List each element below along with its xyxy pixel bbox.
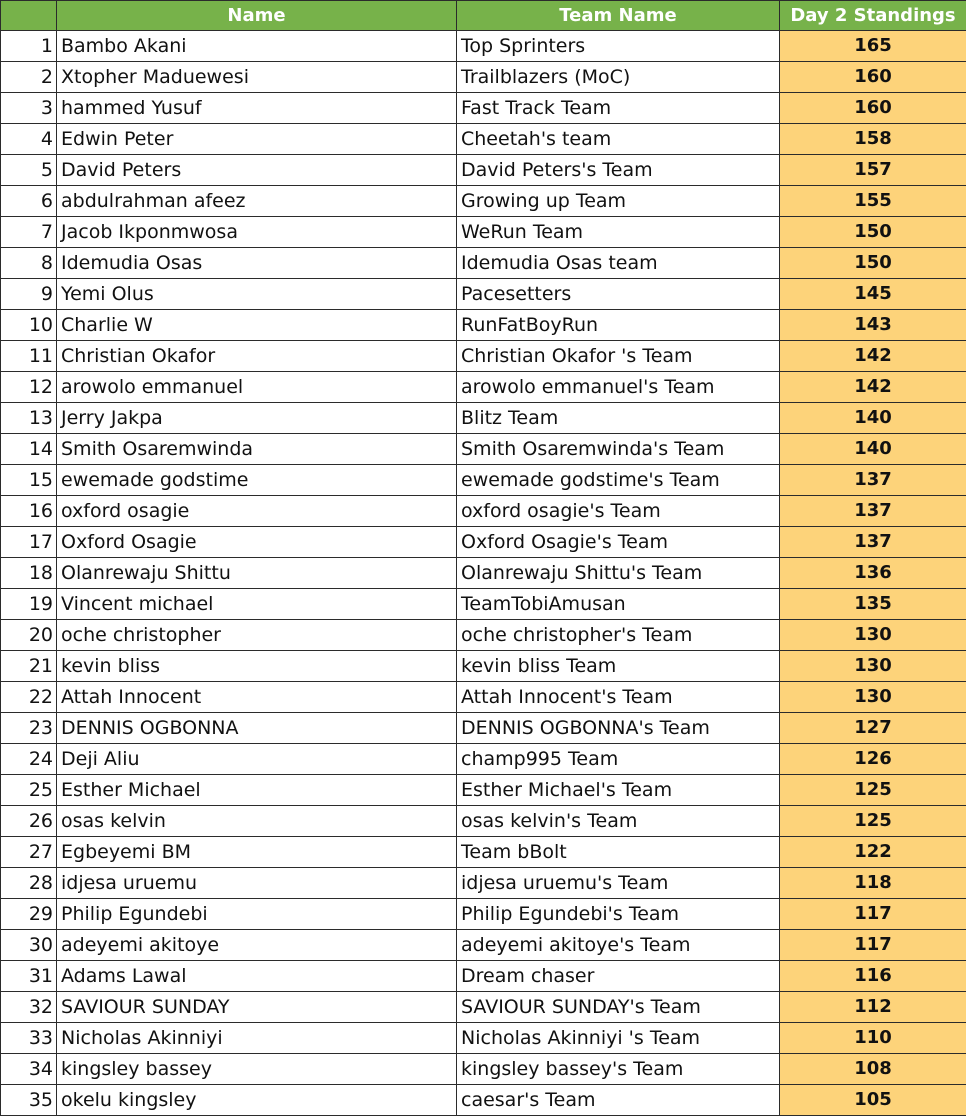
row-index-cell[interactable]: 13 (1, 403, 57, 434)
row-index-cell[interactable]: 26 (1, 806, 57, 837)
row-index-cell[interactable]: 25 (1, 775, 57, 806)
team-name-cell[interactable]: Cheetah's team (457, 124, 780, 155)
table-row (1, 248, 966, 279)
participant-name-cell[interactable]: Philip Egundebi (57, 899, 457, 930)
participant-name-cell[interactable]: Jerry Jakpa (57, 403, 457, 434)
participant-name-cell[interactable]: Olanrewaju Shittu (57, 558, 457, 589)
participant-name-cell[interactable]: osas kelvin (57, 806, 457, 837)
table-row (1, 403, 966, 434)
standing-score-cell[interactable]: 150 (780, 217, 966, 248)
table-row (1, 682, 966, 713)
standing-score-cell[interactable]: 108 (780, 1054, 966, 1085)
table-row (1, 868, 966, 899)
participant-name-cell[interactable]: Idemudia Osas (57, 248, 457, 279)
standing-score-cell[interactable]: 160 (780, 62, 966, 93)
standing-score-cell[interactable]: 130 (780, 620, 966, 651)
standing-score-cell[interactable]: 135 (780, 589, 966, 620)
table-row (1, 775, 966, 806)
participant-name-cell[interactable]: kevin bliss (57, 651, 457, 682)
team-name-cell[interactable]: osas kelvin's Team (457, 806, 780, 837)
participant-name-cell[interactable]: Vincent michael (57, 589, 457, 620)
row-index-cell[interactable]: 32 (1, 992, 57, 1023)
participant-name-cell[interactable]: kingsley bassey (57, 1054, 457, 1085)
table-row (1, 217, 966, 248)
team-name-cell[interactable]: Team bBolt (457, 837, 780, 868)
team-name-cell[interactable]: Nicholas Akinniyi 's Team (457, 1023, 780, 1054)
participant-name-cell[interactable]: abdulrahman afeez (57, 186, 457, 217)
row-index-cell[interactable]: 20 (1, 620, 57, 651)
team-column-header[interactable]: Team Name (457, 1, 780, 31)
standing-score-cell[interactable]: 110 (780, 1023, 966, 1054)
row-index-cell[interactable]: 2 (1, 62, 57, 93)
row-index-cell[interactable]: 16 (1, 496, 57, 527)
row-index-cell[interactable]: 24 (1, 744, 57, 775)
row-index-cell[interactable]: 33 (1, 1023, 57, 1054)
team-name-cell[interactable]: Growing up Team (457, 186, 780, 217)
participant-name-cell[interactable]: adeyemi akitoye (57, 930, 457, 961)
team-name-cell[interactable]: Idemudia Osas team (457, 248, 780, 279)
table-row (1, 372, 966, 403)
team-name-cell[interactable]: Oxford Osagie's Team (457, 527, 780, 558)
table-row (1, 806, 966, 837)
team-name-cell[interactable]: SAVIOUR SUNDAY's Team (457, 992, 780, 1023)
team-name-cell[interactable]: Esther Michael's Team (457, 775, 780, 806)
row-index-cell[interactable]: 18 (1, 558, 57, 589)
table-row (1, 465, 966, 496)
table-row (1, 899, 966, 930)
table-row (1, 930, 966, 961)
standing-score-cell[interactable]: 105 (780, 1085, 966, 1116)
participant-name-cell[interactable]: Xtopher Maduewesi (57, 62, 457, 93)
standing-score-cell[interactable]: 118 (780, 868, 966, 899)
team-name-cell[interactable]: Dream chaser (457, 961, 780, 992)
row-index-cell[interactable]: 5 (1, 155, 57, 186)
row-index-cell[interactable]: 1 (1, 31, 57, 62)
team-name-cell[interactable]: kingsley bassey's Team (457, 1054, 780, 1085)
participant-name-cell[interactable]: Deji Aliu (57, 744, 457, 775)
table-row (1, 124, 966, 155)
table-row (1, 527, 966, 558)
participant-name-cell[interactable]: Adams Lawal (57, 961, 457, 992)
team-name-cell[interactable]: Top Sprinters (457, 31, 780, 62)
standing-score-cell[interactable]: 117 (780, 930, 966, 961)
team-name-cell[interactable]: David Peters's Team (457, 155, 780, 186)
row-index-cell[interactable]: 3 (1, 93, 57, 124)
header-row (1, 1, 966, 31)
row-index-cell[interactable]: 10 (1, 310, 57, 341)
participant-name-cell[interactable]: Charlie W (57, 310, 457, 341)
table-row (1, 620, 966, 651)
team-name-cell[interactable]: DENNIS OGBONNA's Team (457, 713, 780, 744)
participant-name-cell[interactable]: Egbeyemi BM (57, 837, 457, 868)
row-index-cell[interactable]: 31 (1, 961, 57, 992)
table-body (1, 31, 966, 1116)
table-row (1, 31, 966, 62)
participant-name-cell[interactable]: ewemade godstime (57, 465, 457, 496)
table-row (1, 961, 966, 992)
participant-name-cell[interactable]: Nicholas Akinniyi (57, 1023, 457, 1054)
table-row (1, 558, 966, 589)
table-header (1, 1, 966, 31)
team-name-cell[interactable]: TeamTobiAmusan (457, 589, 780, 620)
standing-score-cell[interactable]: 150 (780, 248, 966, 279)
standing-score-cell[interactable]: 125 (780, 806, 966, 837)
row-index-cell[interactable]: 7 (1, 217, 57, 248)
standing-score-cell[interactable]: 130 (780, 651, 966, 682)
participant-name-cell[interactable]: Christian Okafor (57, 341, 457, 372)
team-name-cell[interactable]: arowolo emmanuel's Team (457, 372, 780, 403)
participant-name-cell[interactable]: Attah Innocent (57, 682, 457, 713)
row-index-cell[interactable]: 21 (1, 651, 57, 682)
standing-score-cell[interactable]: 112 (780, 992, 966, 1023)
table-row (1, 310, 966, 341)
standing-score-cell[interactable]: 142 (780, 341, 966, 372)
table-row (1, 155, 966, 186)
standing-score-cell[interactable]: 137 (780, 496, 966, 527)
team-name-cell[interactable]: caesar's Team (457, 1085, 780, 1116)
table-row (1, 1054, 966, 1085)
standing-score-cell[interactable]: 143 (780, 310, 966, 341)
row-index-cell[interactable]: 11 (1, 341, 57, 372)
row-index-cell[interactable]: 34 (1, 1054, 57, 1085)
team-name-cell[interactable]: Trailblazers (MoC) (457, 62, 780, 93)
participant-name-cell[interactable]: DENNIS OGBONNA (57, 713, 457, 744)
standing-score-cell[interactable]: 130 (780, 682, 966, 713)
table-row (1, 62, 966, 93)
participant-name-cell[interactable]: hammed Yusuf (57, 93, 457, 124)
standing-score-cell[interactable]: 158 (780, 124, 966, 155)
row-index-cell[interactable]: 6 (1, 186, 57, 217)
team-name-cell[interactable]: Fast Track Team (457, 93, 780, 124)
index-column-header[interactable] (1, 1, 57, 31)
table-row (1, 837, 966, 868)
table-row (1, 279, 966, 310)
row-index-cell[interactable]: 14 (1, 434, 57, 465)
standing-score-cell[interactable]: 137 (780, 527, 966, 558)
team-name-cell[interactable]: Pacesetters (457, 279, 780, 310)
table-row (1, 744, 966, 775)
standing-score-cell[interactable]: 126 (780, 744, 966, 775)
standing-score-cell[interactable]: 140 (780, 434, 966, 465)
participant-name-cell[interactable]: Jacob Ikponmwosa (57, 217, 457, 248)
standing-score-cell[interactable]: 122 (780, 837, 966, 868)
team-name-cell[interactable]: RunFatBoyRun (457, 310, 780, 341)
standing-score-cell[interactable]: 165 (780, 31, 966, 62)
table-row (1, 1085, 966, 1116)
participant-name-cell[interactable]: Oxford Osagie (57, 527, 457, 558)
team-name-cell[interactable]: Attah Innocent's Team (457, 682, 780, 713)
participant-name-cell[interactable]: Edwin Peter (57, 124, 457, 155)
team-name-cell[interactable]: champ995 Team (457, 744, 780, 775)
participant-name-cell[interactable]: oxford osagie (57, 496, 457, 527)
team-name-cell[interactable]: kevin bliss Team (457, 651, 780, 682)
standing-score-cell[interactable]: 157 (780, 155, 966, 186)
standing-score-cell[interactable]: 137 (780, 465, 966, 496)
team-name-cell[interactable]: oxford osagie's Team (457, 496, 780, 527)
table-row (1, 589, 966, 620)
team-name-cell[interactable]: Olanrewaju Shittu's Team (457, 558, 780, 589)
standings-column-header[interactable]: Day 2 Standings (780, 1, 966, 31)
row-index-cell[interactable]: 22 (1, 682, 57, 713)
row-index-cell[interactable]: 8 (1, 248, 57, 279)
name-column-header[interactable]: Name (57, 1, 457, 31)
participant-name-cell[interactable]: Smith Osaremwinda (57, 434, 457, 465)
standing-score-cell[interactable]: 125 (780, 775, 966, 806)
participant-name-cell[interactable]: Esther Michael (57, 775, 457, 806)
row-index-cell[interactable]: 17 (1, 527, 57, 558)
row-index-cell[interactable]: 30 (1, 930, 57, 961)
table-row (1, 496, 966, 527)
standing-score-cell[interactable]: 127 (780, 713, 966, 744)
participant-name-cell[interactable]: Yemi Olus (57, 279, 457, 310)
row-index-cell[interactable]: 12 (1, 372, 57, 403)
standing-score-cell[interactable]: 160 (780, 93, 966, 124)
participant-name-cell[interactable]: David Peters (57, 155, 457, 186)
table-row (1, 713, 966, 744)
standing-score-cell[interactable]: 140 (780, 403, 966, 434)
table-row (1, 651, 966, 682)
table-row (1, 341, 966, 372)
row-index-cell[interactable]: 29 (1, 899, 57, 930)
row-index-cell[interactable]: 9 (1, 279, 57, 310)
row-index-cell[interactable]: 15 (1, 465, 57, 496)
standing-score-cell[interactable]: 116 (780, 961, 966, 992)
participant-name-cell[interactable]: Bambo Akani (57, 31, 457, 62)
standing-score-cell[interactable]: 136 (780, 558, 966, 589)
team-name-cell[interactable]: idjesa uruemu's Team (457, 868, 780, 899)
row-index-cell[interactable]: 23 (1, 713, 57, 744)
participant-name-cell[interactable]: okelu kingsley (57, 1085, 457, 1116)
participant-name-cell[interactable]: idjesa uruemu (57, 868, 457, 899)
standing-score-cell[interactable]: 155 (780, 186, 966, 217)
table-row (1, 434, 966, 465)
participant-name-cell[interactable]: SAVIOUR SUNDAY (57, 992, 457, 1023)
standing-score-cell[interactable]: 117 (780, 899, 966, 930)
row-index-cell[interactable]: 4 (1, 124, 57, 155)
team-name-cell[interactable]: Christian Okafor 's Team (457, 341, 780, 372)
team-name-cell[interactable]: ewemade godstime's Team (457, 465, 780, 496)
standing-score-cell[interactable]: 145 (780, 279, 966, 310)
team-name-cell[interactable]: Philip Egundebi's Team (457, 899, 780, 930)
team-name-cell[interactable]: WeRun Team (457, 217, 780, 248)
team-name-cell[interactable]: Blitz Team (457, 403, 780, 434)
table-row (1, 992, 966, 1023)
participant-name-cell[interactable]: oche christopher (57, 620, 457, 651)
row-index-cell[interactable]: 27 (1, 837, 57, 868)
row-index-cell[interactable]: 28 (1, 868, 57, 899)
row-index-cell[interactable]: 35 (1, 1085, 57, 1116)
team-name-cell[interactable]: oche christopher's Team (457, 620, 780, 651)
row-index-cell[interactable]: 19 (1, 589, 57, 620)
team-name-cell[interactable]: adeyemi akitoye's Team (457, 930, 780, 961)
table-row (1, 93, 966, 124)
participant-name-cell[interactable]: arowolo emmanuel (57, 372, 457, 403)
table-row (1, 186, 966, 217)
standing-score-cell[interactable]: 142 (780, 372, 966, 403)
team-name-cell[interactable]: Smith Osaremwinda's Team (457, 434, 780, 465)
table-row (1, 1023, 966, 1054)
